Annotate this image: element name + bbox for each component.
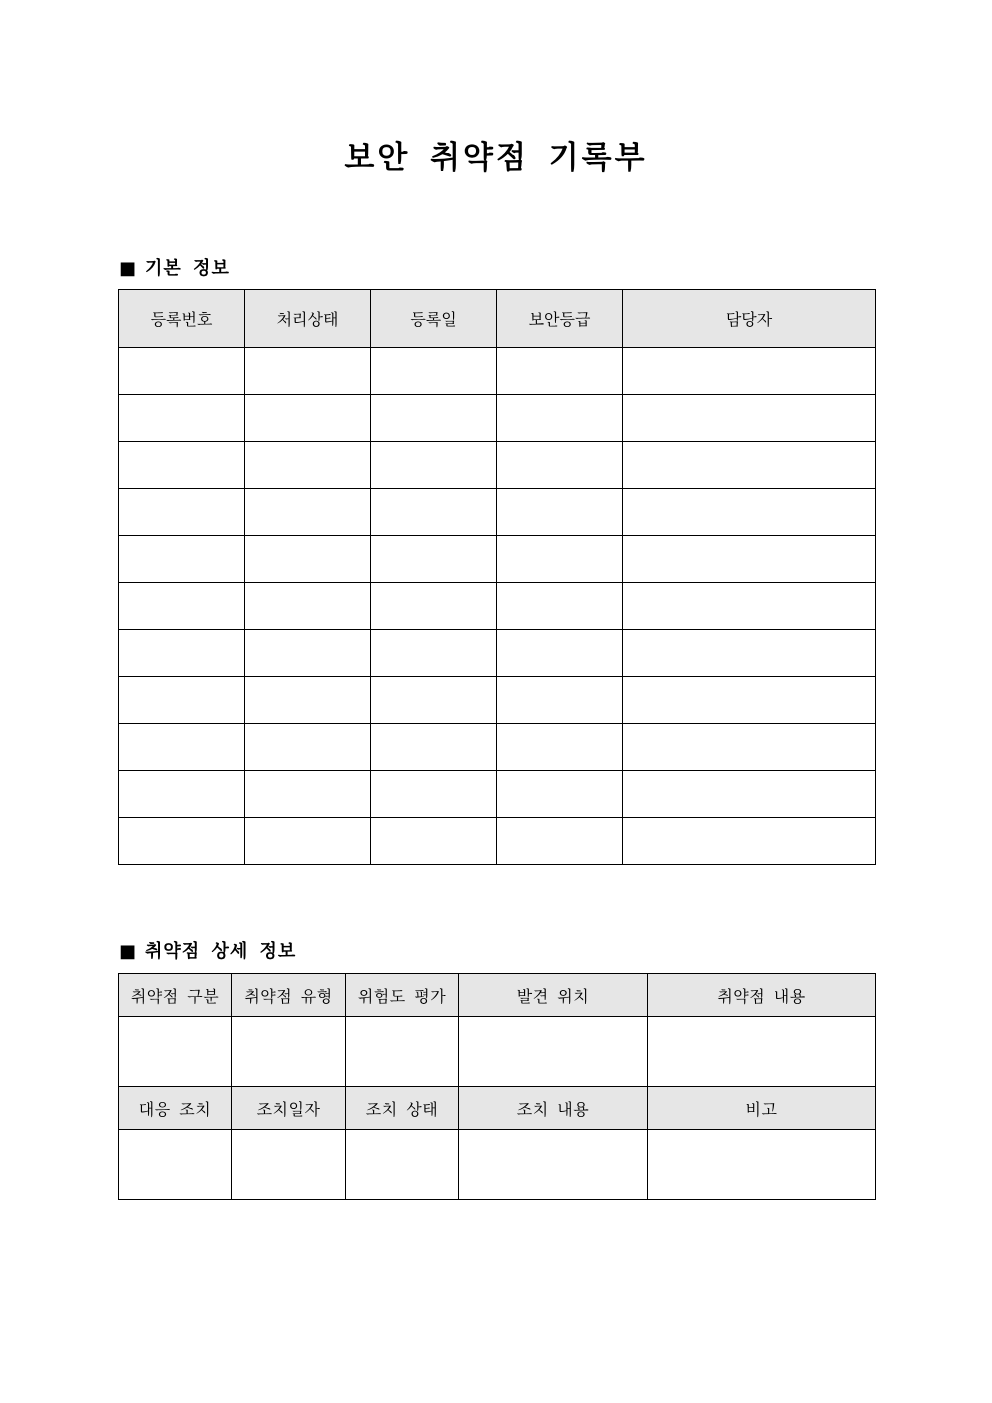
header-action-date: 조치일자 — [232, 1087, 346, 1130]
square-bullet-icon: ■ — [119, 258, 138, 279]
input-cell[interactable] — [371, 818, 497, 865]
input-cell[interactable] — [497, 536, 623, 583]
header-security-level: 보안등급 — [497, 290, 623, 348]
table-row — [119, 771, 876, 818]
input-cell[interactable] — [623, 630, 876, 677]
table-row — [119, 724, 876, 771]
input-cell[interactable] — [623, 348, 876, 395]
header-vulnerability-type: 취약점 유형 — [232, 974, 346, 1017]
table-row — [119, 395, 876, 442]
input-cell[interactable] — [623, 395, 876, 442]
input-cell[interactable] — [371, 489, 497, 536]
input-cell[interactable] — [623, 771, 876, 818]
input-cell[interactable] — [371, 677, 497, 724]
input-cell[interactable] — [497, 630, 623, 677]
input-cell[interactable] — [459, 1017, 648, 1087]
input-cell[interactable] — [245, 348, 371, 395]
input-cell[interactable] — [245, 583, 371, 630]
detail-header-row-2 — [119, 1087, 876, 1130]
detail-input-row-1 — [119, 1017, 876, 1087]
input-cell[interactable] — [245, 489, 371, 536]
detail-input-row-2 — [119, 1130, 876, 1200]
header-risk-assessment: 위험도 평가 — [346, 974, 459, 1017]
table-row — [119, 677, 876, 724]
table-row — [119, 489, 876, 536]
input-cell[interactable] — [623, 677, 876, 724]
header-vulnerability-category: 취약점 구분 — [119, 974, 232, 1017]
input-cell[interactable] — [119, 489, 245, 536]
input-cell[interactable] — [371, 771, 497, 818]
input-cell[interactable] — [371, 724, 497, 771]
input-cell[interactable] — [119, 818, 245, 865]
header-action-content: 조치 내용 — [459, 1087, 648, 1130]
input-cell[interactable] — [119, 583, 245, 630]
input-cell[interactable] — [232, 1130, 346, 1200]
table-row — [119, 348, 876, 395]
input-cell[interactable] — [497, 771, 623, 818]
input-cell[interactable] — [245, 630, 371, 677]
page-title: 보안 취약점 기록부 — [344, 140, 648, 176]
input-cell[interactable] — [623, 536, 876, 583]
input-cell[interactable] — [119, 442, 245, 489]
input-cell[interactable] — [371, 395, 497, 442]
input-cell[interactable] — [497, 395, 623, 442]
input-cell[interactable] — [119, 348, 245, 395]
square-bullet-icon: ■ — [119, 941, 138, 962]
input-cell[interactable] — [245, 536, 371, 583]
input-cell[interactable] — [119, 677, 245, 724]
input-cell[interactable] — [623, 442, 876, 489]
input-cell[interactable] — [245, 771, 371, 818]
table-row — [119, 583, 876, 630]
input-cell[interactable] — [623, 818, 876, 865]
header-registration-date: 등록일 — [371, 290, 497, 348]
table-row — [119, 536, 876, 583]
table-row — [119, 442, 876, 489]
input-cell[interactable] — [371, 536, 497, 583]
input-cell[interactable] — [497, 818, 623, 865]
input-cell[interactable] — [497, 583, 623, 630]
input-cell[interactable] — [459, 1130, 648, 1200]
input-cell[interactable] — [119, 724, 245, 771]
input-cell[interactable] — [119, 1130, 232, 1200]
vulnerability-detail-heading-label: 취약점 상세 정보 — [145, 941, 297, 962]
table-row — [119, 630, 876, 677]
input-cell[interactable] — [119, 1017, 232, 1087]
table-row — [119, 818, 876, 865]
input-cell[interactable] — [497, 489, 623, 536]
input-cell[interactable] — [245, 442, 371, 489]
header-processing-status: 처리상태 — [245, 290, 371, 348]
basic-info-heading — [119, 254, 230, 280]
header-response-action: 대응 조치 — [119, 1087, 232, 1130]
input-cell[interactable] — [245, 677, 371, 724]
input-cell[interactable] — [232, 1017, 346, 1087]
input-cell[interactable] — [119, 771, 245, 818]
input-cell[interactable] — [497, 348, 623, 395]
input-cell[interactable] — [119, 630, 245, 677]
header-action-status: 조치 상태 — [346, 1087, 459, 1130]
input-cell[interactable] — [371, 583, 497, 630]
input-cell[interactable] — [346, 1017, 459, 1087]
input-cell[interactable] — [623, 489, 876, 536]
input-cell[interactable] — [497, 724, 623, 771]
input-cell[interactable] — [497, 677, 623, 724]
input-cell[interactable] — [371, 630, 497, 677]
input-cell[interactable] — [623, 583, 876, 630]
header-vulnerability-content: 취약점 내용 — [648, 974, 876, 1017]
input-cell[interactable] — [371, 348, 497, 395]
input-cell[interactable] — [119, 395, 245, 442]
input-cell[interactable] — [245, 395, 371, 442]
input-cell[interactable] — [371, 442, 497, 489]
input-cell[interactable] — [648, 1130, 876, 1200]
vulnerability-detail-heading — [119, 937, 296, 963]
header-registration-number: 등록번호 — [119, 290, 245, 348]
vulnerability-detail-table — [118, 973, 876, 1200]
input-cell[interactable] — [245, 818, 371, 865]
input-cell[interactable] — [497, 442, 623, 489]
detail-header-row-1 — [119, 974, 876, 1017]
header-discovery-location: 발견 위치 — [459, 974, 648, 1017]
input-cell[interactable] — [623, 724, 876, 771]
basic-info-header-row — [119, 290, 876, 348]
input-cell[interactable] — [648, 1017, 876, 1087]
basic-info-table — [118, 289, 876, 865]
basic-info-heading-label: 기본 정보 — [145, 258, 230, 279]
input-cell[interactable] — [119, 536, 245, 583]
header-person-in-charge: 담당자 — [623, 290, 876, 348]
input-cell[interactable] — [245, 724, 371, 771]
header-remarks: 비고 — [648, 1087, 876, 1130]
input-cell[interactable] — [346, 1130, 459, 1200]
